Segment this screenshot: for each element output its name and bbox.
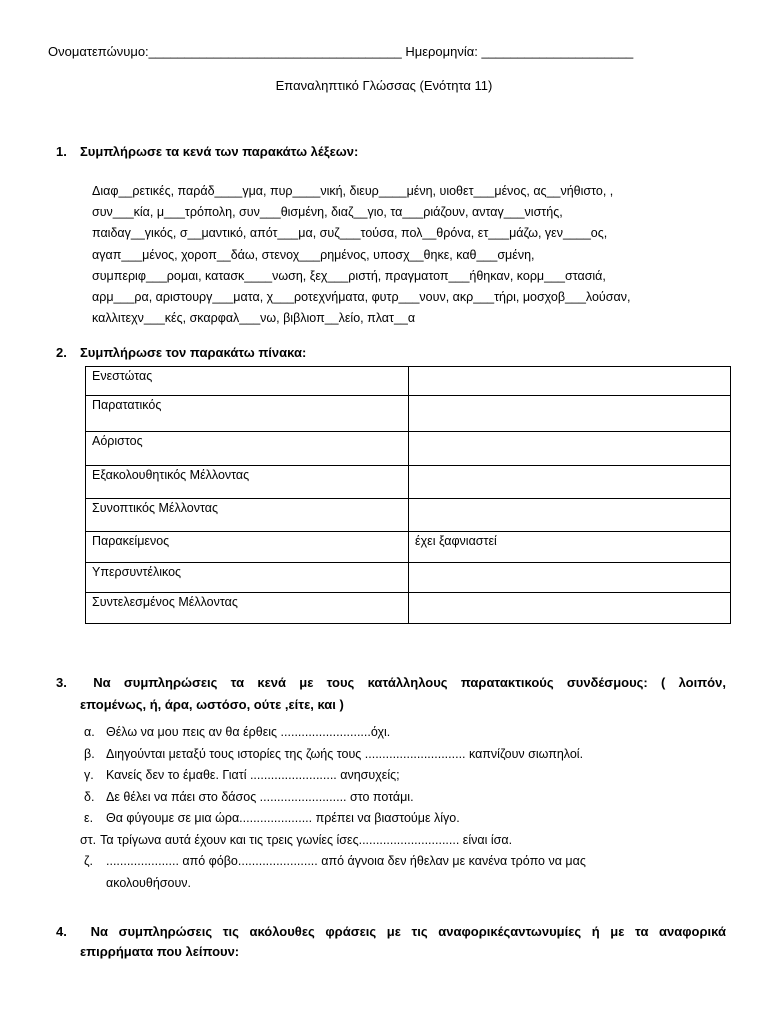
answer-cell[interactable]: έχει ξαφνιαστεί xyxy=(409,532,731,563)
list-item xyxy=(84,808,744,830)
table-row xyxy=(86,396,731,432)
word-line: αρμ___ρα, αριστουργ___ματα, χ___ροτεχνήματα, φυτρ___νουν, ακρ___τήρι, μοσχοβ___λούσαν, xyxy=(92,290,631,305)
question-4-word: τις xyxy=(411,924,428,939)
answer-cell[interactable] xyxy=(409,563,731,593)
question-3-word: τα xyxy=(230,675,245,690)
question-4-line-1 xyxy=(56,922,726,942)
answer-cell[interactable] xyxy=(409,432,731,466)
list-item xyxy=(84,722,744,744)
question-4-word: ακόλουθες xyxy=(249,924,315,939)
question-4-word: τις xyxy=(222,924,239,939)
tense-cell: Συνοπτικός Μέλλοντας xyxy=(86,499,409,532)
question-3-word: κατάλληλους xyxy=(367,675,448,690)
item-marker: στ. xyxy=(80,832,97,847)
question-3-word: τους xyxy=(326,675,355,690)
question-1-heading xyxy=(56,144,358,159)
question-4-line-2: επιρρήματα που λείπουν: xyxy=(80,944,240,959)
answer-cell[interactable] xyxy=(409,466,731,499)
tense-cell: Υπερσυντέλικος xyxy=(86,563,409,593)
answer-cell[interactable] xyxy=(409,367,731,396)
item-text: Διηγούνται μεταξύ τους ιστορίες της ζωής τους ............................. καπνίζουν σιωπηλοί. xyxy=(106,746,584,761)
word-line: παιδαγ__γικός, σ__μαντικό, απότ___μα, συζ___τούσα, πολ__θρόνα, ετ___μάζω, γεν____ος, xyxy=(92,226,608,241)
table-row xyxy=(86,432,731,466)
question-4-word: Να xyxy=(90,924,108,939)
item-marker: α. xyxy=(84,725,95,739)
table-row xyxy=(86,367,731,396)
table-row xyxy=(86,593,731,624)
answer-cell[interactable] xyxy=(409,396,731,432)
question-3-line-2: επομένως, ή, άρα, ωστόσο, ούτε ,είτε, και ) xyxy=(80,697,344,712)
item-text: Δε θέλει να πάει στο δάσος ......................... στο ποτάμι. xyxy=(106,789,414,804)
question-3-number: 3. xyxy=(56,675,67,690)
question-2-number: 2. xyxy=(56,345,67,360)
name-date-line: Ονοματεπώνυμο:___________________________________ Ημερομηνία: _____________________ xyxy=(48,44,634,59)
tense-cell: Εξακολουθητικός Μέλλοντας xyxy=(86,466,409,499)
question-3-word: συμπληρώσεις xyxy=(123,675,218,690)
tense-cell: Συντελεσμένος Μέλλοντας xyxy=(86,593,409,624)
item-text: Θέλω να μου πεις αν θα έρθεις ..........................όχι. xyxy=(106,725,391,739)
question-4-word: τα xyxy=(635,924,649,939)
table-row xyxy=(86,532,731,563)
question-3-items xyxy=(80,722,744,894)
question-4-heading xyxy=(56,922,726,962)
question-4-word: με xyxy=(386,924,401,939)
question-1-text: Συμπλήρωσε τα κενά των παρακάτω λέξεων: xyxy=(80,144,359,159)
item-marker: β. xyxy=(84,746,95,761)
tense-cell: Παρακείμενος xyxy=(86,532,409,563)
tense-cell: Παρατατικός xyxy=(86,396,409,432)
worksheet-title: Επαναληπτικό Γλώσσας (Ενότητα 11) xyxy=(275,78,493,93)
item-marker: ε. xyxy=(84,811,94,825)
question-4-word: συμπληρώσεις xyxy=(118,924,213,939)
answer-cell[interactable] xyxy=(409,499,731,532)
item-continuation: ακολουθήσουν. xyxy=(106,875,192,890)
tense-cell: Αόριστος xyxy=(86,432,409,466)
item-text: ..................... από φόβο....................... από άγνοια δεν ήθελαν με κανένα τρόπο να μας xyxy=(106,854,586,868)
item-marker: ζ. xyxy=(84,854,93,868)
word-line: καλλιτεχν___κές, σκαρφαλ___νω, βιβλιοπ__λείο, πλατ__α xyxy=(92,311,416,326)
question-3-word: παρατακτικούς xyxy=(460,675,554,690)
question-3-word: λοιπόν, xyxy=(678,675,726,690)
list-item xyxy=(84,765,744,787)
question-3-heading xyxy=(56,672,726,716)
word-line: Διαφ__ρετικές, παράδ____γμα, πυρ____νική, διευρ____μένη, υιοθετ___μένος, ας__νήθιστο, , xyxy=(92,184,614,198)
question-1-words xyxy=(92,181,732,329)
question-3-word: με xyxy=(299,675,314,690)
table-row xyxy=(86,499,731,532)
question-1-number: 1. xyxy=(56,144,67,159)
list-item xyxy=(84,787,744,809)
list-item xyxy=(84,851,744,873)
question-3-word: Να xyxy=(93,675,111,690)
table-row xyxy=(86,563,731,593)
item-text: Τα τρίγωνα αυτά έχουν και τις τρεις γωνίες ίσες............................. είναι ίσα. xyxy=(100,832,513,847)
question-3-word: συνδέσμους: xyxy=(566,675,648,690)
question-3-word: ( xyxy=(661,675,666,690)
list-item xyxy=(80,830,744,852)
question-2-heading xyxy=(56,345,306,360)
question-4-word: ή xyxy=(591,924,600,939)
question-4-word: φράσεις xyxy=(325,924,377,939)
list-item xyxy=(84,744,744,766)
question-2-text: Συμπλήρωσε τον παρακάτω πίνακα: xyxy=(80,345,307,360)
question-3-word: κενά xyxy=(257,675,286,690)
word-line: συμπεριφ___ρομαι, κατασκ____νωση, ξεχ___ριστή, πραγματοπ___ήθηκαν, κορμ___στασιά, xyxy=(92,268,606,283)
item-marker: γ. xyxy=(84,768,94,782)
table-row xyxy=(86,466,731,499)
question-4-word: με xyxy=(610,924,625,939)
item-text: Θα φύγουμε σε μια ώρα..................... πρέπει να βιαστούμε λίγο. xyxy=(106,811,460,825)
question-3-line-1 xyxy=(56,672,726,694)
question-4-number: 4. xyxy=(56,924,67,939)
question-4-word: αναφορικέςαντωνυμίες xyxy=(438,924,582,939)
word-line: αγαπ___μένος, χοροπ__δάω, στενοχ___ρημένος, υποσχ__θηκε, καθ___σμένη, xyxy=(92,247,535,262)
tense-cell: Ενεστώτας xyxy=(86,367,409,396)
item-text: Κανείς δεν το έμαθε. Γιατί ......................... ανησυχείς; xyxy=(106,768,400,782)
item-marker: δ. xyxy=(84,789,95,804)
question-4-word: αναφορικά xyxy=(659,924,726,939)
tense-table xyxy=(85,366,731,624)
word-line: συν___κία, μ___τρόπολη, συν___θισμένη, διαζ__γιο, τα___ριάζουν, ανταγ___νιστής, xyxy=(92,205,563,220)
answer-cell[interactable] xyxy=(409,593,731,624)
